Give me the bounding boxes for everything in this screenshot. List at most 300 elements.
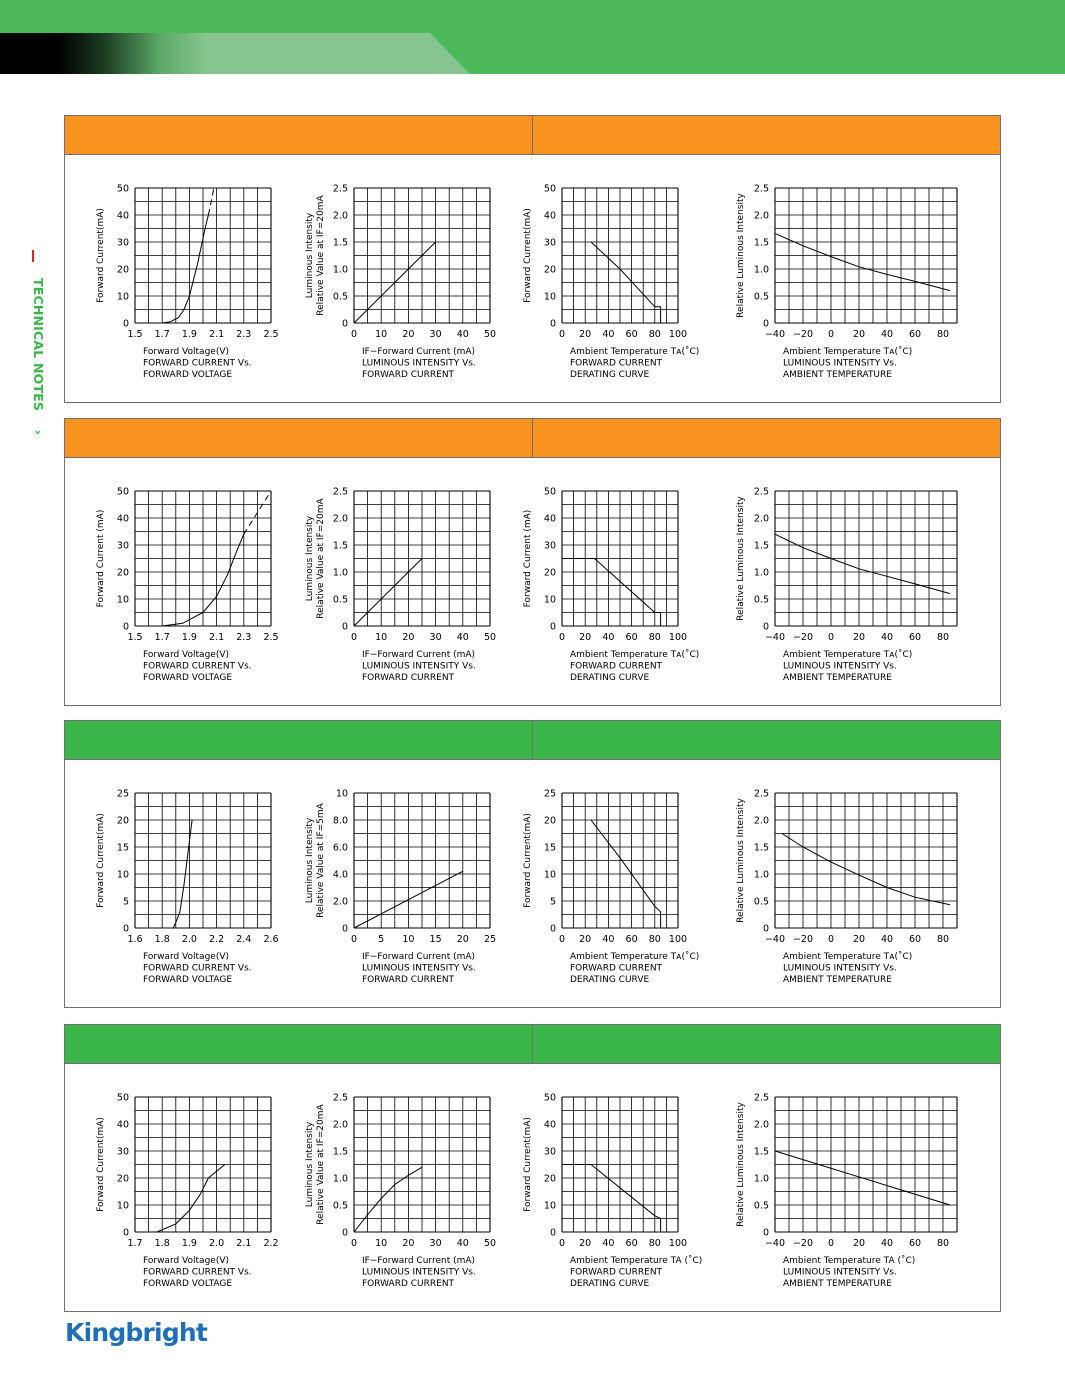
y-tick-label: 2.0 — [753, 815, 769, 827]
y-tick-label: 2.0 — [332, 513, 348, 525]
x-tick-label: 0 — [827, 632, 835, 643]
x-tick-label: 30 — [429, 329, 442, 340]
x-tick-label: 80 — [648, 934, 661, 945]
y-tick-label: 0 — [341, 1227, 348, 1239]
x-tick-label: 100 — [668, 934, 688, 945]
x-tick-label: 1.8 — [154, 1238, 170, 1249]
x-tick-label: 0 — [558, 329, 566, 340]
chart-caption: FORWARD CURRENT — [362, 370, 455, 380]
chart-grid — [562, 188, 678, 323]
y-tick-label: 1.0 — [332, 567, 348, 579]
x-tick-label: 20 — [402, 1238, 415, 1249]
x-tick-label: 2.5 — [263, 329, 279, 340]
y-tick-label: 0 — [762, 923, 769, 935]
chart-caption: FORWARD CURRENT Vs. — [143, 963, 252, 974]
y-tick-label: 20 — [543, 264, 556, 276]
x-axis-label: Ambient Temperature TA (˚C) — [570, 1256, 703, 1266]
x-tick-label: 1.5 — [127, 329, 143, 340]
series-line — [562, 559, 661, 627]
y-axis-label: Luminous Intensity — [305, 817, 315, 904]
y-tick-label: 10 — [116, 869, 129, 881]
x-tick-label: −40 — [764, 1238, 786, 1249]
sidebar-title-text: TECHNICAL NOTES — [31, 278, 46, 412]
chart-1 — [96, 1093, 279, 1290]
x-tick-label: 0 — [827, 1238, 835, 1249]
x-tick-label: 1.9 — [181, 329, 197, 340]
y-tick-label: 2.5 — [753, 183, 769, 195]
y-tick-label: 1.5 — [753, 1146, 769, 1158]
x-tick-label: 2.2 — [209, 934, 225, 945]
y-tick-label: 1.5 — [753, 237, 769, 249]
x-tick-label: 10 — [402, 934, 415, 945]
x-axis-label: Ambient Temperature Tᴀ(˚C) — [783, 650, 913, 660]
x-tick-label: 0 — [350, 329, 358, 340]
chart-2 — [305, 184, 496, 381]
chart-grid — [135, 491, 271, 626]
chart-caption: FORWARD CURRENT Vs. — [143, 661, 252, 672]
y-tick-label: 1.0 — [332, 1173, 348, 1185]
x-tick-label: 0 — [827, 934, 835, 945]
y-tick-label: 10 — [116, 1200, 129, 1212]
x-axis-label: Ambient Temperature Tᴀ(˚C) — [570, 952, 700, 962]
x-tick-label: 2.3 — [236, 632, 252, 643]
y-tick-label: 2.0 — [753, 1119, 769, 1131]
chart-grid — [135, 793, 271, 928]
chart-caption: LUMINOUS INTENSITY Vs. — [783, 661, 897, 672]
chart-caption: LUMINOUS INTENSITY Vs. — [783, 963, 897, 974]
x-tick-label: 20 — [852, 329, 866, 340]
y-axis-label: Luminous Intensity — [305, 212, 315, 299]
y-tick-label: 0 — [341, 318, 348, 330]
y-tick-label: 10 — [543, 869, 556, 881]
y-tick-label: 40 — [543, 513, 556, 525]
y-tick-label: 0 — [122, 621, 129, 633]
y-tick-label: 15 — [543, 842, 556, 854]
chart-4 — [736, 1093, 957, 1290]
series-line — [354, 559, 422, 627]
x-tick-label: 60 — [908, 934, 922, 945]
chart-caption: FORWARD VOLTAGE — [143, 673, 233, 683]
x-tick-label: 1.7 — [154, 329, 170, 340]
y-axis-label: Forward Current(mA) — [96, 208, 106, 303]
y-tick-label: 2.5 — [753, 486, 769, 498]
x-tick-label: −40 — [764, 329, 786, 340]
y-axis-label: Relative Luminous Intensity — [736, 193, 746, 318]
y-tick-label: 40 — [543, 1119, 556, 1131]
y-tick-label: 40 — [116, 1119, 129, 1131]
y-tick-label: 30 — [116, 1146, 129, 1158]
x-tick-label: 100 — [668, 329, 688, 340]
x-tick-label: 10 — [375, 632, 388, 643]
y-axis-label: Luminous Intensity — [305, 515, 315, 602]
chart-caption: FORWARD CURRENT Vs. — [143, 1267, 252, 1278]
x-tick-label: 20 — [579, 934, 592, 945]
chart-4 — [736, 487, 957, 684]
y-tick-label: 2.5 — [332, 1092, 348, 1104]
chart-caption: FORWARD VOLTAGE — [143, 370, 233, 380]
chart-caption: FORWARD VOLTAGE — [143, 975, 233, 985]
y-tick-label: 30 — [116, 540, 129, 552]
chart-caption: FORWARD CURRENT — [570, 1267, 663, 1278]
chart-caption: FORWARD CURRENT — [362, 673, 455, 683]
y-tick-label: 1.0 — [753, 1173, 769, 1185]
x-tick-label: 15 — [429, 934, 442, 945]
y-tick-label: 0.5 — [332, 1200, 348, 1212]
chart-4 — [736, 789, 957, 986]
x-tick-label: 0 — [558, 632, 566, 643]
chart-caption: AMBIENT TEMPERATURE — [783, 370, 892, 380]
y-tick-label: 0.5 — [753, 896, 769, 908]
y-tick-label: 25 — [543, 788, 556, 800]
y-tick-label: 0 — [122, 1227, 129, 1239]
x-tick-label: 40 — [880, 329, 894, 340]
x-tick-label: 2.0 — [209, 1238, 225, 1249]
y-tick-label: 10 — [116, 594, 129, 606]
chart-1 — [96, 184, 279, 381]
y-tick-label: 50 — [543, 1092, 556, 1104]
y-tick-label: 50 — [116, 183, 129, 195]
x-tick-label: 0 — [558, 1238, 566, 1249]
y-tick-label: 0 — [549, 1227, 556, 1239]
x-tick-label: 60 — [625, 632, 638, 643]
y-tick-label: 0 — [549, 923, 556, 935]
x-axis-label: Forward Voltage(V) — [143, 952, 229, 962]
x-tick-label: 0 — [350, 934, 358, 945]
y-tick-label: 1.5 — [753, 842, 769, 854]
y-tick-label: 10 — [335, 788, 348, 800]
chart-caption: FORWARD CURRENT Vs. — [143, 358, 252, 369]
panel-2 — [64, 418, 1001, 706]
x-tick-label: 40 — [602, 329, 615, 340]
x-tick-label: 80 — [648, 632, 661, 643]
x-tick-label: 25 — [483, 934, 497, 945]
y-tick-label: 0 — [341, 923, 348, 935]
x-tick-label: −20 — [792, 1238, 814, 1249]
y-tick-label: 0 — [122, 923, 129, 935]
x-tick-label: 30 — [429, 632, 442, 643]
chart-grid — [562, 793, 678, 928]
chart-caption: DERATING CURVE — [570, 1279, 650, 1289]
y-axis-label: Forward Current(mA) — [523, 813, 533, 908]
x-tick-label: 20 — [402, 632, 415, 643]
y-tick-label: 40 — [116, 513, 129, 525]
x-tick-label: 40 — [602, 632, 615, 643]
y-tick-label: 0.5 — [753, 291, 769, 303]
y-tick-label: 0 — [762, 1227, 769, 1239]
y-tick-label: 0 — [549, 621, 556, 633]
y-tick-label: 20 — [116, 1173, 129, 1185]
chart-4 — [736, 184, 957, 381]
x-tick-label: 50 — [483, 329, 497, 340]
chart-caption: DERATING CURVE — [570, 975, 650, 985]
y-axis-label: Forward Current(mA) — [523, 1117, 533, 1212]
x-tick-label: 80 — [648, 329, 661, 340]
x-tick-label: 20 — [852, 934, 866, 945]
x-tick-label: 2.5 — [263, 632, 279, 643]
y-tick-label: 30 — [543, 540, 556, 552]
x-tick-label: 20 — [852, 1238, 866, 1249]
x-tick-label: 20 — [579, 632, 592, 643]
x-tick-label: 80 — [648, 1238, 661, 1249]
y-tick-label: 10 — [543, 594, 556, 606]
x-tick-label: 80 — [936, 632, 950, 643]
y-tick-label: 2.5 — [332, 183, 348, 195]
x-tick-label: 20 — [456, 934, 469, 945]
chart-grid — [354, 793, 490, 928]
chart-3 — [523, 184, 699, 381]
y-tick-label: 20 — [116, 567, 129, 579]
x-axis-label: Forward Voltage(V) — [143, 1256, 229, 1266]
kingbright-logo: Kingbright — [65, 1318, 208, 1347]
x-tick-label: 100 — [668, 1238, 688, 1249]
y-axis-label: Relative Luminous Intensity — [736, 496, 746, 621]
y-tick-label: 40 — [116, 210, 129, 222]
y-axis-label: Relative Luminous Intensity — [736, 1102, 746, 1227]
chart-caption: FORWARD VOLTAGE — [143, 1279, 233, 1289]
chart-caption: FORWARD CURRENT — [570, 358, 663, 369]
y-tick-label: 4.0 — [332, 869, 348, 881]
y-axis-label: Forward Current (mA) — [523, 509, 533, 608]
sidebar-marker — [32, 250, 34, 262]
y-tick-label: 50 — [543, 183, 556, 195]
y-tick-label: 20 — [543, 1173, 556, 1185]
x-tick-label: 0 — [350, 632, 358, 643]
x-tick-label: 80 — [936, 934, 950, 945]
y-tick-label: 20 — [543, 815, 556, 827]
y-axis-label: Relative Value at IF=20mA — [316, 498, 326, 619]
chart-caption: LUMINOUS INTENSITY Vs. — [362, 661, 476, 672]
y-tick-label: 50 — [116, 486, 129, 498]
y-tick-label: 25 — [116, 788, 129, 800]
x-tick-label: 30 — [429, 1238, 442, 1249]
chart-grid — [775, 491, 957, 626]
chart-grid — [775, 1097, 957, 1232]
x-tick-label: 80 — [936, 329, 950, 340]
chart-1 — [96, 487, 279, 684]
x-axis-label: Ambient Temperature Tᴀ(˚C) — [570, 650, 700, 660]
x-tick-label: 40 — [602, 1238, 615, 1249]
y-tick-label: 1.5 — [332, 540, 348, 552]
chart-caption: FORWARD CURRENT — [362, 1279, 455, 1289]
x-tick-label: 2.1 — [209, 632, 225, 643]
y-tick-label: 0.5 — [332, 291, 348, 303]
chart-caption: DERATING CURVE — [570, 673, 650, 683]
x-tick-label: 1.8 — [154, 934, 170, 945]
x-tick-label: 100 — [668, 632, 688, 643]
y-tick-label: 0 — [341, 621, 348, 633]
y-tick-label: 0.5 — [753, 594, 769, 606]
y-tick-label: 0 — [762, 318, 769, 330]
y-axis-label: Forward Current (mA) — [96, 509, 106, 608]
y-tick-label: 6.0 — [332, 842, 348, 854]
x-tick-label: 10 — [375, 329, 388, 340]
sidebar-section-label — [24, 250, 44, 470]
x-tick-label: −40 — [764, 934, 786, 945]
chart-caption: LUMINOUS INTENSITY Vs. — [783, 358, 897, 369]
x-axis-label: IF−Forward Current (mA) — [362, 1256, 476, 1266]
y-axis-label: Relative Value at IF=5mA — [316, 803, 326, 918]
y-tick-label: 2.5 — [753, 1092, 769, 1104]
x-tick-label: 60 — [625, 329, 638, 340]
chart-caption: AMBIENT TEMPERATURE — [783, 1279, 892, 1289]
y-tick-label: 30 — [116, 237, 129, 249]
chart-caption: DERATING CURVE — [570, 370, 650, 380]
x-tick-label: 40 — [456, 329, 469, 340]
x-axis-label: Forward Voltage(V) — [143, 347, 229, 357]
panel-1 — [64, 115, 1001, 403]
y-axis-label: Relative Luminous Intensity — [736, 798, 746, 923]
series-line — [157, 1165, 225, 1233]
y-tick-label: 8.0 — [332, 815, 348, 827]
x-tick-label: 2.1 — [236, 1238, 252, 1249]
chart-3 — [523, 789, 699, 986]
x-tick-label: 0 — [827, 329, 835, 340]
chart-caption: LUMINOUS INTENSITY Vs. — [362, 358, 476, 369]
y-tick-label: 50 — [116, 1092, 129, 1104]
x-tick-label: 50 — [483, 1238, 497, 1249]
x-tick-label: 2.3 — [236, 329, 252, 340]
y-tick-label: 1.5 — [753, 540, 769, 552]
y-axis-label: Forward Current(mA) — [523, 208, 533, 303]
x-tick-label: 20 — [579, 1238, 592, 1249]
top-banner-dark-stripe — [0, 33, 470, 74]
chart-caption: FORWARD CURRENT — [570, 963, 663, 974]
x-tick-label: 5 — [378, 934, 385, 945]
x-tick-label: 1.7 — [154, 632, 170, 643]
chart-caption: AMBIENT TEMPERATURE — [783, 673, 892, 683]
y-tick-label: 2.5 — [332, 486, 348, 498]
x-tick-label: 2.1 — [209, 329, 225, 340]
x-axis-label: IF−Forward Current (mA) — [362, 650, 476, 660]
x-axis-label: Ambient Temperature TA (˚C) — [783, 1256, 916, 1266]
x-tick-label: 0 — [558, 934, 566, 945]
x-axis-label: Ambient Temperature Tᴀ(˚C) — [783, 952, 913, 962]
x-tick-label: 40 — [456, 1238, 469, 1249]
y-tick-label: 10 — [543, 1200, 556, 1212]
top-banner — [0, 0, 1065, 74]
chart-3 — [523, 487, 699, 684]
y-tick-label: 0.5 — [332, 594, 348, 606]
y-axis-label: Forward Current(mA) — [96, 1117, 106, 1212]
x-tick-label: 40 — [880, 1238, 894, 1249]
y-tick-label: 2.0 — [753, 210, 769, 222]
x-tick-label: 60 — [625, 1238, 638, 1249]
x-tick-label: 20 — [579, 329, 592, 340]
y-tick-label: 1.0 — [753, 869, 769, 881]
y-tick-label: 1.0 — [753, 264, 769, 276]
y-tick-label: 30 — [543, 1146, 556, 1158]
y-axis-label: Relative Value at IF=20mA — [316, 1104, 326, 1225]
y-tick-label: 10 — [543, 291, 556, 303]
x-tick-label: 60 — [908, 1238, 922, 1249]
y-tick-label: 2.5 — [753, 788, 769, 800]
chart-caption: FORWARD CURRENT — [570, 661, 663, 672]
chart-1 — [96, 789, 279, 986]
y-tick-label: 0 — [549, 318, 556, 330]
series-line — [354, 1167, 422, 1232]
x-tick-label: 0 — [350, 1238, 358, 1249]
series-line — [782, 834, 950, 905]
y-tick-label: 2.0 — [753, 513, 769, 525]
chart-caption: FORWARD CURRENT — [362, 975, 455, 985]
x-tick-label: 40 — [456, 632, 469, 643]
x-axis-label: Ambient Temperature Tᴀ(˚C) — [783, 347, 913, 357]
x-tick-label: −40 — [764, 632, 786, 643]
x-tick-label: 40 — [602, 934, 615, 945]
y-tick-label: 20 — [543, 567, 556, 579]
chart-grid — [775, 188, 957, 323]
chart-grid — [135, 1097, 271, 1232]
y-tick-label: 0.5 — [753, 1200, 769, 1212]
x-axis-label: Ambient Temperature Tᴀ(˚C) — [570, 347, 700, 357]
x-tick-label: −20 — [792, 329, 814, 340]
x-axis-label: IF−Forward Current (mA) — [362, 347, 476, 357]
x-tick-label: 80 — [936, 1238, 950, 1249]
x-tick-label: 1.6 — [127, 934, 143, 945]
y-tick-label: 20 — [116, 264, 129, 276]
x-tick-label: 2.0 — [181, 934, 197, 945]
y-tick-label: 40 — [543, 210, 556, 222]
x-tick-label: 50 — [483, 632, 497, 643]
x-tick-label: 1.9 — [181, 1238, 197, 1249]
chart-grid — [775, 793, 957, 928]
series-line — [562, 1165, 661, 1233]
sidebar-title — [31, 278, 46, 435]
x-tick-label: 20 — [852, 632, 866, 643]
y-tick-label: 10 — [116, 291, 129, 303]
x-tick-label: 1.5 — [127, 632, 143, 643]
x-tick-label: 60 — [908, 329, 922, 340]
chart-caption: AMBIENT TEMPERATURE — [783, 975, 892, 985]
y-axis-label: Luminous Intensity — [305, 1121, 315, 1208]
y-tick-label: 1.0 — [332, 264, 348, 276]
chart-grid — [135, 188, 271, 323]
chevron-right-icon: › — [31, 429, 46, 436]
x-tick-label: 2.6 — [263, 934, 279, 945]
chart-3 — [523, 1093, 702, 1290]
panel-4 — [64, 1024, 1001, 1312]
panel-1-charts — [65, 116, 1000, 402]
y-tick-label: 0 — [122, 318, 129, 330]
chart-2 — [305, 789, 496, 986]
x-axis-label: Forward Voltage(V) — [143, 650, 229, 660]
y-tick-label: 0 — [762, 621, 769, 633]
y-axis-label: Relative Value at IF=20mA — [316, 195, 326, 316]
y-tick-label: 2.0 — [332, 210, 348, 222]
y-tick-label: 1.5 — [332, 1146, 348, 1158]
x-tick-label: −20 — [792, 632, 814, 643]
y-tick-label: 2.0 — [332, 1119, 348, 1131]
x-tick-label: 1.9 — [181, 632, 197, 643]
panel-4-charts — [65, 1025, 1000, 1311]
panel-3-charts — [65, 721, 1000, 1007]
chart-2 — [305, 1093, 496, 1290]
chart-2 — [305, 487, 496, 684]
y-tick-label: 1.0 — [753, 567, 769, 579]
x-tick-label: 40 — [880, 934, 894, 945]
y-tick-label: 1.5 — [332, 237, 348, 249]
x-tick-label: 1.7 — [127, 1238, 143, 1249]
y-tick-label: 5 — [122, 896, 129, 908]
x-tick-label: 60 — [908, 632, 922, 643]
panel-2-charts — [65, 419, 1000, 705]
y-tick-label: 50 — [543, 486, 556, 498]
chart-caption: LUMINOUS INTENSITY Vs. — [783, 1267, 897, 1278]
y-tick-label: 20 — [116, 815, 129, 827]
y-axis-label: Forward Current(mA) — [96, 813, 106, 908]
x-tick-label: 10 — [375, 1238, 388, 1249]
x-tick-label: −20 — [792, 934, 814, 945]
